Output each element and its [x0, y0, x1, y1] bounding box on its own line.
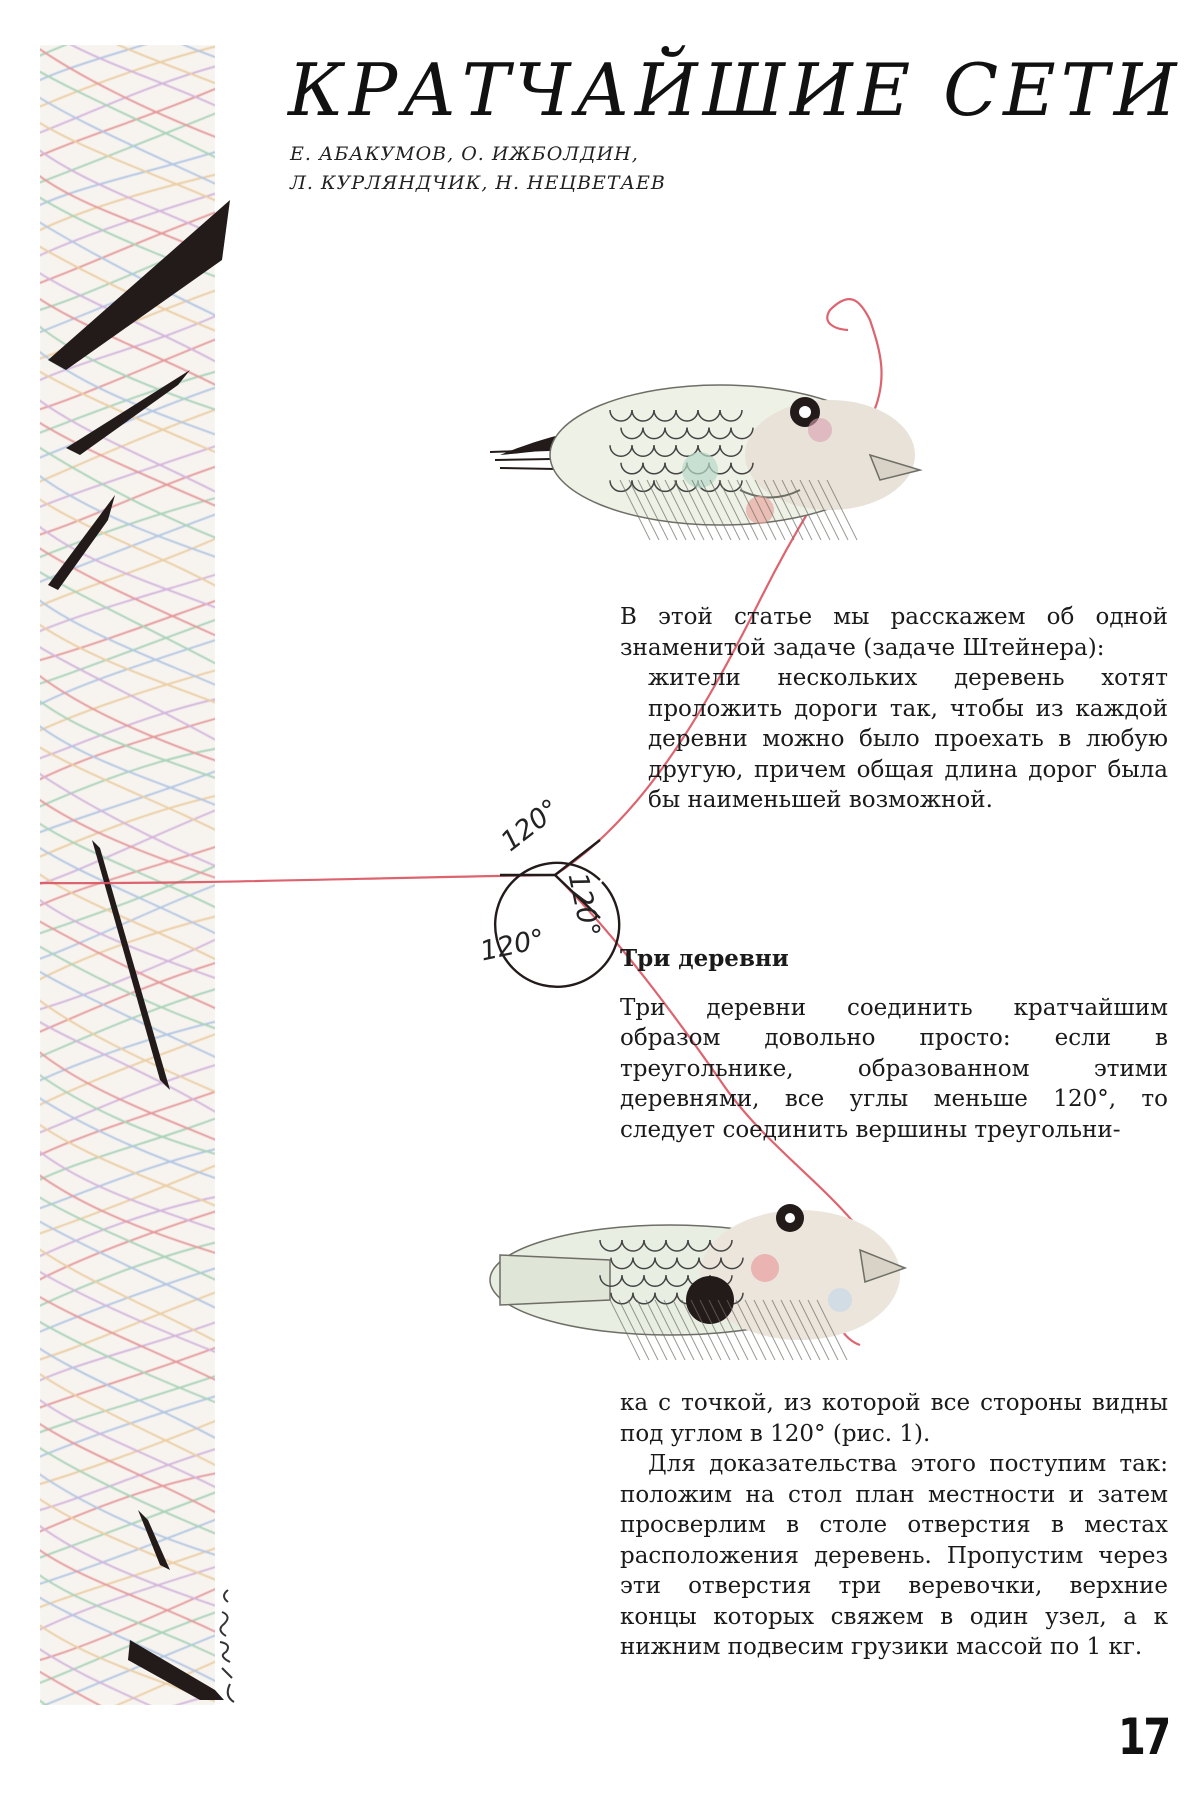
section-three-villages	[620, 944, 1168, 1145]
authors-line: Л. КУРЛЯНДЧИК, Н. НЕЦВЕТАЕВ	[290, 172, 666, 194]
intro-paragraph: В этой статье мы расскажем об одной знаменитой задаче (задаче Штейнера):	[620, 604, 1168, 661]
angle-label-right: 120°	[561, 870, 606, 941]
artist-signature	[220, 1590, 234, 1702]
page-number: 17	[1118, 1708, 1169, 1766]
section-heading: Три деревни	[620, 945, 789, 972]
authors-line: Е. АБАКУМОВ, О. ИЖБОЛДИН,	[290, 143, 639, 165]
continuation-text	[620, 1388, 1168, 1663]
article-title: КРАТЧАЙШИЕ СЕТИ	[288, 48, 1182, 132]
article-authors	[290, 140, 666, 198]
net-line	[20, 0, 240, 40]
section-paragraph: Для доказательства этого поступим так: положим на стол план местности и затем просверлим в столе отверстия в местах расположения деревень. Пропустим через эти отверстия три веревочки, верхние концы которых свяжем в один узел, а к нижним подвесим грузики массой по 1 кг.	[620, 1451, 1168, 1660]
problem-statement: жители нескольких деревень хотят проложить дороги так, чтобы из каждой деревни можно было проехать в любую другую, причем общая длина дорог была бы наименьшей возможной.	[648, 665, 1168, 813]
section-paragraph: ка с точкой, из которой все стороны видны под углом в 120° (рис. 1).	[620, 1390, 1168, 1447]
fish-illustration-bottom	[490, 1204, 905, 1360]
angle-label-bottom: 120°	[477, 923, 548, 968]
fish-illustration-top	[490, 385, 920, 540]
angle-label-top: 120°	[495, 793, 566, 858]
intro-text	[620, 602, 1168, 816]
section-paragraph: Три деревни соединить кратчайшим образом довольно просто: если в треугольнике, образованном этими деревнями, все углы меньше 120°, то следует соединить вершины треугольни-	[620, 994, 1168, 1143]
